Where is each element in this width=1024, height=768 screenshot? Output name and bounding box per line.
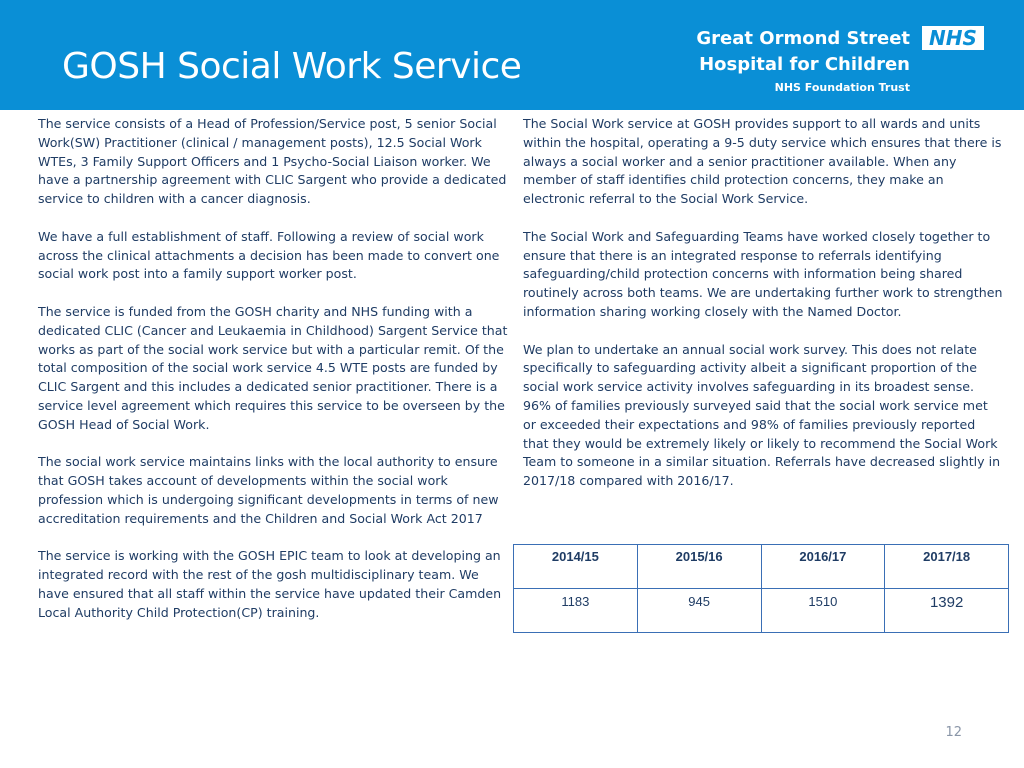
page-title: GOSH Social Work Service [62,46,522,87]
year-cell: 2014/15 [514,545,638,589]
right-paragraph-1: The Social Work service at GOSH provides support to all wards and units within the hospital, operating a 9-5 duty service which ensures that there is always a social worker and a senior practitioner available. When any member of staff identifies child protection concerns, they make an electronic referral to the Social Work Service. [523,116,1002,207]
referrals-table [513,544,1009,633]
left-paragraph-4: The social work service maintains links with the local authority to ensure that GOSH takes account of developments within the social work profession which is undergoing significant developments in terms of new accreditation requirements and the Children and Social Work Act 2017 [38,454,499,526]
left-paragraph-5: The service is working with the GOSH EPIC team to look at developing an integrated record with the rest of the gosh multidisciplinary team. We have ensured that all staff within the service have updated their Camden Local Authority Child Protection(CP) training. [38,548,502,620]
table-header-row [514,545,1009,589]
left-paragraph-3: The service is funded from the GOSH charity and NHS funding with a dedicated CLIC (Cancer and Leukaemia in Childhood) Sargent Service that works as part of the social work service but with a particular remit. Of the total composition of the social work service 4.5 WTE posts are funded by CLIC Sargent and this includes a dedicated senior practitioner. There is a service level agreement which requires this service to be overseen by the GOSH Head of Social Work. [38,303,508,432]
year-cell: 2017/18 [885,545,1009,589]
value-cell: 1392 [885,589,1009,633]
left-paragraph-2: We have a full establishment of staff. Following a review of social work across the clinical attachments a decision has been made to convert one social work post into a family support worker post. [38,228,500,282]
right-paragraph-2: The Social Work and Safeguarding Teams have worked closely together to ensure that there is an integrated response to referrals identifying safeguarding/child protection concerns with information being shared routinely across both teams. We are undertaking further work to strengthen information sharing working closely with the Named Doctor. [523,228,1003,319]
logo-line-3: NHS Foundation Trust [774,81,910,94]
logo-line-1: Great Ormond Street [696,28,910,49]
left-column [38,115,508,641]
table-value-row [514,589,1009,633]
logo-line-2: Hospital for Children [699,54,910,75]
value-cell: 1510 [761,589,885,633]
value-cell: 1183 [514,589,638,633]
gosh-logo [696,26,984,96]
right-column [523,115,1003,510]
year-cell: 2016/17 [761,545,885,589]
header-bar [0,0,1024,110]
right-paragraph-3: We plan to undertake an annual social work survey. This does not relate specifically to safeguarding activity albeit a significant proportion of the social work service activity involves safeguarding in its broadest sense. 96% of families previously surveyed said that the social work service met or exceeded their expectations and 98% of families previously reported that they would be extremely likely or likely to recommend the Social Work Team to someone in a similar situation. Referrals have decreased slightly in 2017/18 compared with 2016/17. [523,341,1001,489]
nhs-logo: NHS [922,26,984,50]
year-cell: 2015/16 [637,545,761,589]
left-paragraph-1: The service consists of a Head of Profession/Service post, 5 senior Social Work(SW) Practitioner (clinical / management posts), 12.5 Social Work WTEs, 3 Family Support Officers and 1 Psycho-Social Liaison worker. We have a partnership agreement with CLIC Sargent who provide a dedicated service to children with a cancer diagnosis. [38,116,507,207]
page-number: 12 [945,725,962,740]
value-cell: 945 [637,589,761,633]
